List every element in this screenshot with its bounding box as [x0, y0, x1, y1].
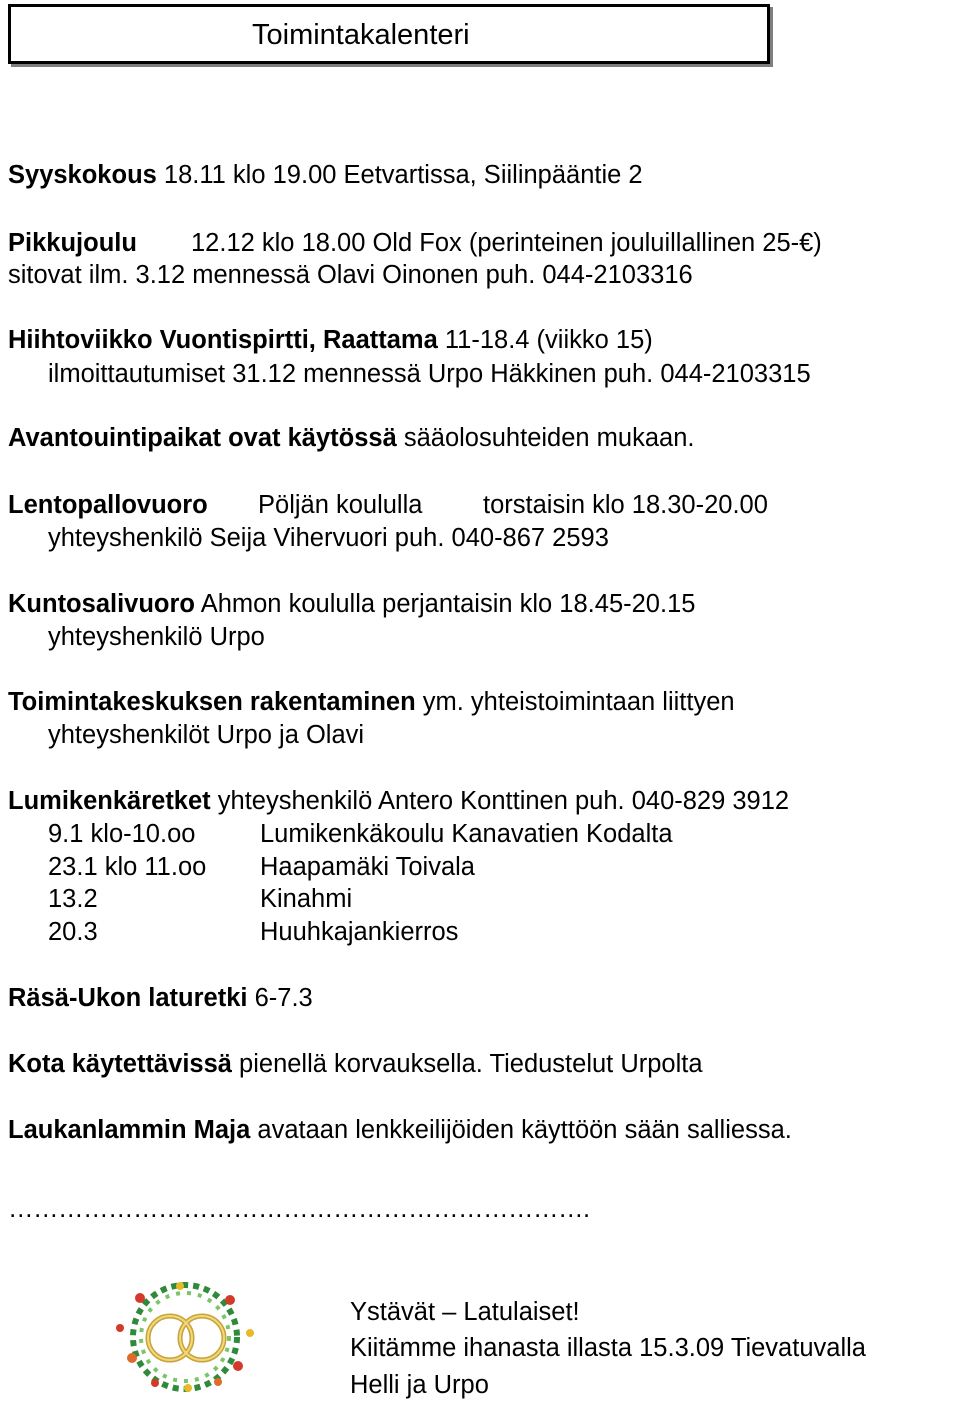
- rasaukon-heading: Räsä-Ukon laturetki: [8, 984, 248, 1012]
- page-title: Toimintakalenteri: [252, 19, 470, 51]
- pikkujoulu-heading: Pikkujoulu: [8, 229, 137, 257]
- laukanlammin-text: avataan lenkkeilijöiden käyttöön sään salliessa.: [250, 1116, 792, 1144]
- kuntosali-line: [8, 592, 695, 618]
- rings-icon: [148, 1316, 224, 1360]
- kota-text: pienellä korvauksella. Tiedustelut Urpolta: [231, 1050, 703, 1078]
- greeting-line2: Kiitämme ihanasta illasta 15.3.09 Tievatuvalla: [350, 1334, 866, 1362]
- trip-desc: Kinahmi: [260, 885, 353, 913]
- toimintakeskus-heading: Toimintakeskuksen rakentaminen: [8, 688, 416, 716]
- hiihtoviikko-line2: ilmoittautumiset 31.12 mennessä Urpo Häkkinen puh. 044-2103315: [48, 360, 811, 388]
- toimintakeskus-text: ym. yhteistoimintaan liittyen: [415, 688, 735, 716]
- rasaukon-line: [8, 986, 313, 1012]
- kota-heading: Kota käytettävissä: [8, 1050, 232, 1078]
- lumikenkaretket-text: yhteyshenkilö Antero Konttinen puh. 040-829 3912: [210, 787, 790, 815]
- toimintakeskus-line2: yhteyshenkilöt Urpo ja Olavi: [48, 721, 365, 749]
- hiihtoviikko-heading: Hiihtoviikko Vuontispirtti, Raattama: [8, 326, 438, 354]
- lumikenkaretket-heading: Lumikenkäretket: [8, 787, 211, 815]
- dotted-separator: …………………………………………………………….: [8, 1195, 590, 1223]
- trip-date: 13.2: [48, 885, 98, 913]
- laukanlammin-heading: Laukanlammin Maja: [8, 1116, 251, 1144]
- hiihtoviikko-text: 11-18.4 (viikko 15): [437, 326, 653, 354]
- avantouinti-line: [8, 426, 694, 452]
- avantouinti-heading: Avantouintipaikat ovat käytössä: [8, 424, 397, 452]
- greeting-signature: Helli ja Urpo: [350, 1371, 489, 1399]
- leaf-wreath: [116, 1282, 254, 1392]
- hiihtoviikko-line: [8, 328, 653, 354]
- trip-date: 23.1 klo 11.oo: [48, 853, 207, 881]
- kuntosali-line2: yhteyshenkilö Urpo: [48, 623, 265, 651]
- kuntosali-text: Ahmon koululla perjantaisin klo 18.45-20.15: [195, 590, 696, 618]
- trip-date: 9.1 klo-10.oo: [48, 820, 196, 848]
- trip-desc: Lumikenkäkoulu Kanavatien Kodalta: [260, 820, 673, 848]
- kuntosali-heading: Kuntosalivuoro: [8, 590, 196, 618]
- pikkujoulu-line2: sitovat ilm. 3.12 mennessä Olavi Oinonen puh. 044-2103316: [8, 261, 693, 289]
- laukanlammin-line: [8, 1118, 792, 1144]
- lentopallo-heading: Lentopallovuoro: [8, 491, 208, 519]
- rings-clipart-icon: [110, 1278, 260, 1396]
- pikkujoulu-text: 12.12 klo 18.00 Old Fox (perinteinen jouluillallinen 25-€): [191, 229, 822, 257]
- greeting-line1: Ystävät – Latulaiset!: [350, 1298, 580, 1326]
- syyskokous-heading: Syyskokous: [8, 161, 157, 189]
- syyskokous-text: 18.11 klo 19.00 Eetvartissa, Siilinpääntie 2: [156, 161, 643, 189]
- lumikenkaretket-line: [8, 789, 789, 815]
- rasaukon-text: 6-7.3: [247, 984, 313, 1012]
- toimintakeskus-line: [8, 690, 735, 716]
- title-box: [8, 4, 770, 64]
- avantouinti-text: sääolosuhteiden mukaan.: [396, 424, 695, 452]
- trip-desc: Huuhkajankierros: [260, 918, 459, 946]
- trip-desc: Haapamäki Toivala: [260, 853, 475, 881]
- trip-date: 20.3: [48, 918, 98, 946]
- lentopallo-time: torstaisin klo 18.30-20.00: [483, 491, 768, 519]
- lentopallo-place: Pöljän koululla: [258, 491, 423, 519]
- syyskokous-line: [8, 163, 643, 189]
- lentopallo-line2: yhteyshenkilö Seija Vihervuori puh. 040-867 2593: [48, 524, 609, 552]
- kota-line: [8, 1052, 703, 1078]
